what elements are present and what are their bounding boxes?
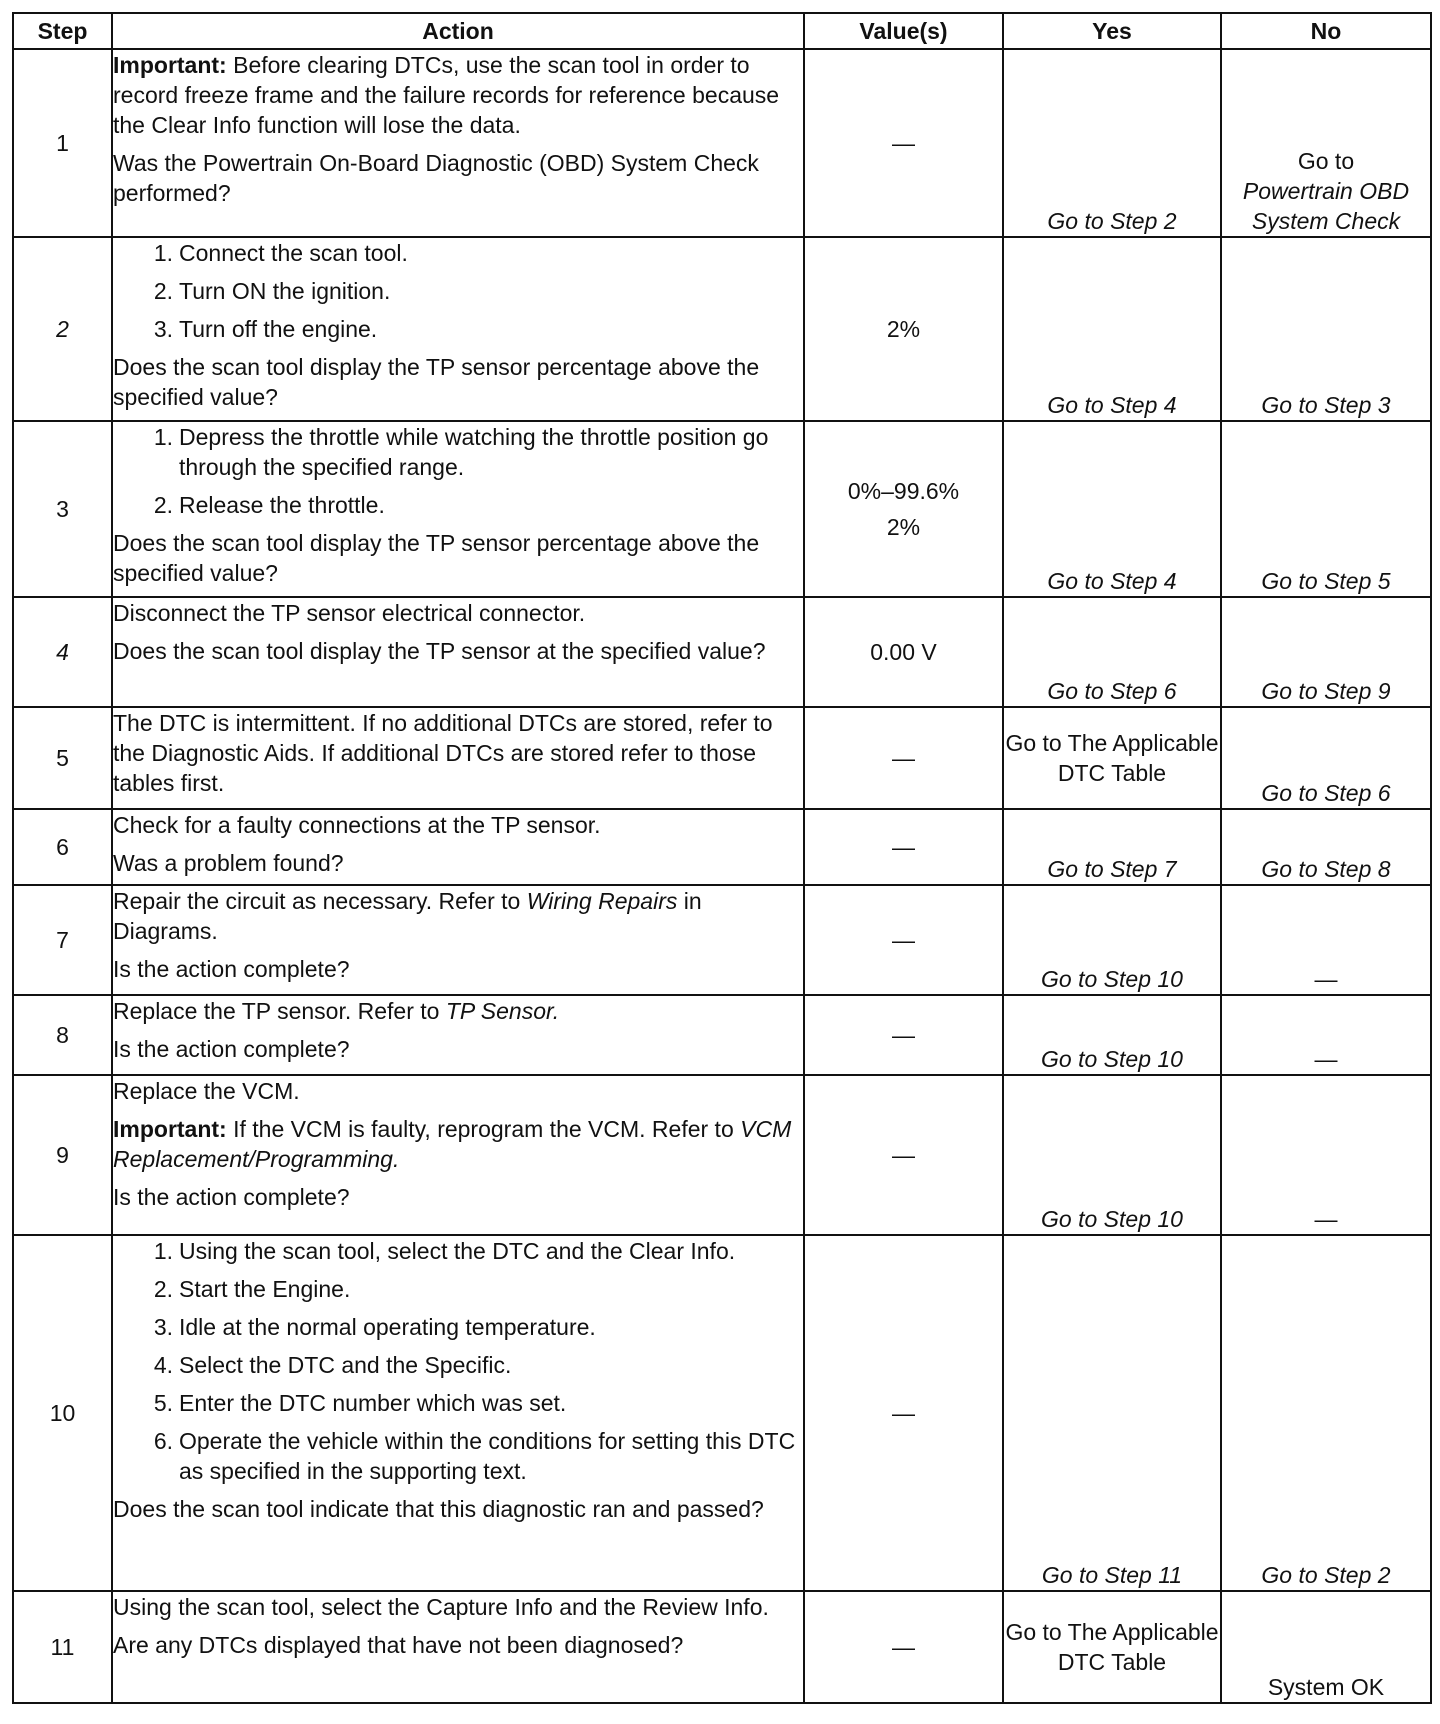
step-number: 11 — [13, 1591, 112, 1703]
procedure-list — [113, 1236, 803, 1486]
value-threshold: 2% — [886, 514, 921, 540]
value-cell: — — [804, 707, 1003, 809]
question: Is the action complete? — [113, 1184, 350, 1210]
header-step: Step — [13, 13, 112, 49]
step-number: 2 — [13, 237, 112, 421]
value-cell: — — [804, 1591, 1003, 1703]
no-cell: — — [1221, 1075, 1431, 1235]
action-cell — [112, 1591, 804, 1703]
step-number: 7 — [13, 885, 112, 995]
yes-cell: Go to Step 10 — [1003, 1075, 1221, 1235]
important-note: Important: If the VCM is faulty, reprogram the VCM. Refer to VCM Replacement/Programming. — [113, 1116, 792, 1172]
important-label: Important: — [113, 52, 227, 78]
header-values: Value(s) — [804, 13, 1003, 49]
action-cell — [112, 49, 804, 237]
no-prefix: Go to — [1297, 148, 1355, 174]
yes-cell: Go to Step 2 — [1003, 49, 1221, 237]
table-row — [13, 885, 1431, 995]
table-header-row — [13, 13, 1431, 49]
action-cell — [112, 995, 804, 1075]
procedure-list — [113, 238, 803, 344]
list-item: 2. Start the Engine. — [153, 1276, 351, 1302]
action-text: Check for a faulty connections at the TP sensor. — [113, 812, 601, 838]
list-item: 2. Release the throttle. — [153, 492, 385, 518]
table-row — [13, 49, 1431, 237]
yes-cell: Go to Step 4 — [1003, 421, 1221, 597]
value-cell: 0.00 V — [804, 597, 1003, 707]
yes-cell: Go to Step 4 — [1003, 237, 1221, 421]
action-cell — [112, 237, 804, 421]
action-cell — [112, 707, 804, 809]
table-row — [13, 597, 1431, 707]
procedure-list — [113, 422, 803, 520]
action-text: Replace the TP sensor. Refer to TP Sensor. — [113, 998, 560, 1024]
action-text: The DTC is intermittent. If no additional DTCs are stored, refer to the Diagnostic Aids. If additional DTCs are stored refer to those tables first. — [113, 710, 773, 796]
yes-cell: Go to Step 7 — [1003, 809, 1221, 885]
no-cell: System OK — [1221, 1591, 1431, 1703]
action-cell — [112, 1075, 804, 1235]
no-cell: Go to Step 2 — [1221, 1235, 1431, 1591]
question: Is the action complete? — [113, 956, 350, 982]
value-cell: — — [804, 49, 1003, 237]
value-cell: — — [804, 809, 1003, 885]
yes-cell: Go to Step 11 — [1003, 1235, 1221, 1591]
list-item: 3. Turn off the engine. — [153, 316, 378, 342]
value-cell — [804, 421, 1003, 597]
yes-cell: Go to The Applicable DTC Table — [1003, 707, 1221, 809]
no-cell: Go to Step 5 — [1221, 421, 1431, 597]
step-number: 3 — [13, 421, 112, 597]
action-cell — [112, 1235, 804, 1591]
step-number: 4 — [13, 597, 112, 707]
table-row — [13, 1591, 1431, 1703]
question: Does the scan tool indicate that this diagnostic ran and passed? — [113, 1496, 764, 1522]
list-item: 1. Depress the throttle while watching the throttle position go through the specified range. — [153, 424, 769, 480]
question: Does the scan tool display the TP sensor percentage above the specified value? — [113, 354, 760, 410]
step-number: 1 — [13, 49, 112, 237]
question: Does the scan tool display the TP sensor at the specified value? — [113, 638, 766, 664]
table-row — [13, 1235, 1431, 1591]
list-item: 2. Turn ON the ignition. — [153, 278, 391, 304]
action-text: Disconnect the TP sensor electrical connector. — [113, 600, 586, 626]
reference-link: TP Sensor. — [445, 998, 560, 1024]
value-cell: — — [804, 1075, 1003, 1235]
question: Are any DTCs displayed that have not been diagnosed? — [113, 1632, 684, 1658]
action-cell — [112, 421, 804, 597]
no-cell: Go to Step 3 — [1221, 237, 1431, 421]
question: Is the action complete? — [113, 1036, 350, 1062]
list-item: 1. Using the scan tool, select the DTC and the Clear Info. — [153, 1238, 736, 1264]
yes-cell: Go to The Applicable DTC Table — [1003, 1591, 1221, 1703]
action-text: Repair the circuit as necessary. Refer to Wiring Repairs in Diagrams. — [113, 888, 702, 944]
reference-link: Wiring Repairs — [526, 888, 678, 914]
step-number: 5 — [13, 707, 112, 809]
header-action: Action — [112, 13, 804, 49]
step-number: 6 — [13, 809, 112, 885]
list-item: 6. Operate the vehicle within the conditions for setting this DTC as specified in the supporting text. — [153, 1428, 796, 1484]
step-number: 10 — [13, 1235, 112, 1591]
value-cell: — — [804, 885, 1003, 995]
step-number: 9 — [13, 1075, 112, 1235]
reference-link: VCM Replacement/Programming. — [113, 1116, 792, 1172]
question: Was the Powertrain On-Board Diagnostic (OBD) System Check performed? — [113, 150, 759, 206]
no-cell: Go to Step 9 — [1221, 597, 1431, 707]
yes-cell: Go to Step 10 — [1003, 885, 1221, 995]
table-row — [13, 809, 1431, 885]
no-cell: — — [1221, 885, 1431, 995]
list-item: 3. Idle at the normal operating temperature. — [153, 1314, 596, 1340]
header-no: No — [1221, 13, 1431, 49]
yes-cell: Go to Step 10 — [1003, 995, 1221, 1075]
important-label: Important: — [113, 1116, 227, 1142]
no-cell: Go to Step 8 — [1221, 809, 1431, 885]
step-number: 8 — [13, 995, 112, 1075]
action-text: Replace the VCM. — [113, 1078, 300, 1104]
no-cell: Go to Step 6 — [1221, 707, 1431, 809]
list-item: 5. Enter the DTC number which was set. — [153, 1390, 567, 1416]
table-row — [13, 707, 1431, 809]
important-note — [113, 50, 803, 140]
value-range: 0%–99.6% — [847, 478, 960, 504]
action-cell — [112, 885, 804, 995]
action-text: Using the scan tool, select the Capture Info and the Review Info. — [113, 1594, 769, 1620]
list-item: 1. Connect the scan tool. — [153, 240, 408, 266]
no-cell: — — [1221, 995, 1431, 1075]
table-row — [13, 237, 1431, 421]
table-row — [13, 421, 1431, 597]
diagnostic-table — [12, 12, 1432, 1704]
important-text: Before clearing DTCs, use the scan tool in order to record freeze frame and the failure records for reference because the Clear Info function will lose the data. — [113, 52, 780, 138]
action-cell — [112, 809, 804, 885]
no-reference: Powertrain OBD System Check — [1242, 178, 1410, 234]
table-row — [13, 995, 1431, 1075]
action-cell — [112, 597, 804, 707]
header-yes: Yes — [1003, 13, 1221, 49]
yes-cell: Go to Step 6 — [1003, 597, 1221, 707]
value-cell: 2% — [804, 237, 1003, 421]
table-row — [13, 1075, 1431, 1235]
question: Does the scan tool display the TP sensor percentage above the specified value? — [113, 530, 760, 586]
value-cell: — — [804, 1235, 1003, 1591]
no-cell — [1221, 49, 1431, 237]
list-item: 4. Select the DTC and the Specific. — [153, 1352, 512, 1378]
value-cell: — — [804, 995, 1003, 1075]
question: Was a problem found? — [113, 850, 344, 876]
